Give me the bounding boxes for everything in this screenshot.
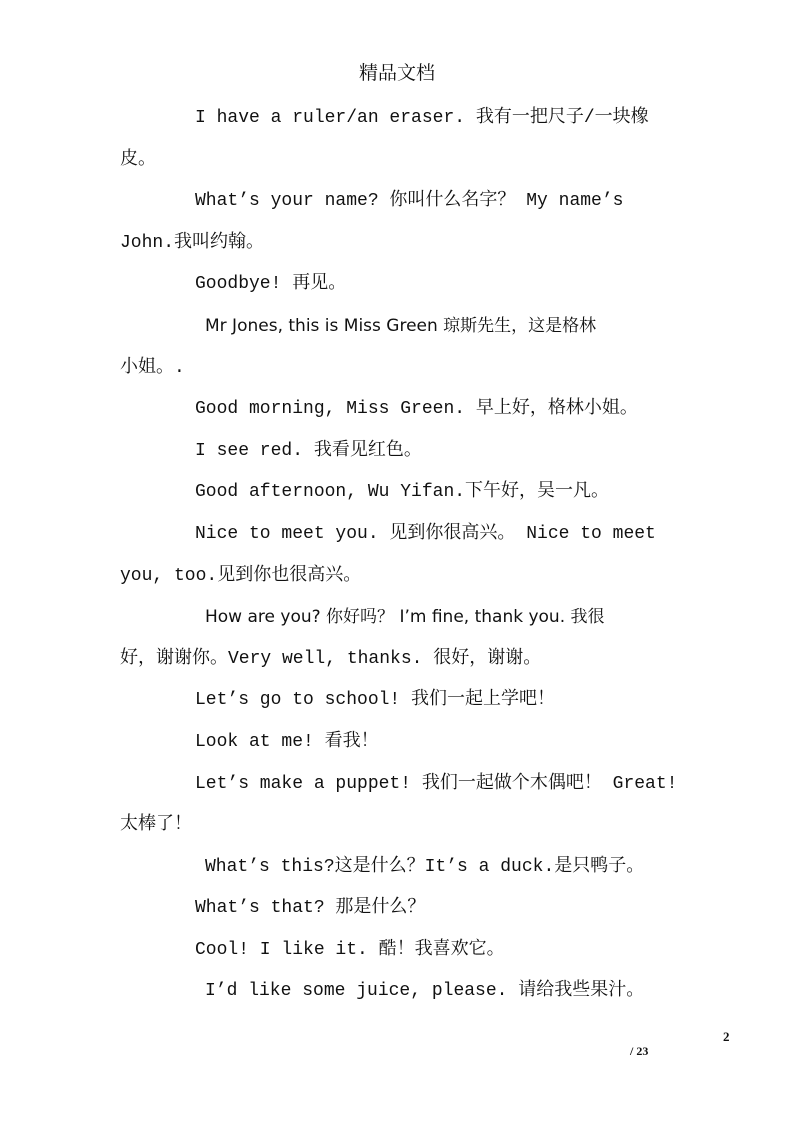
text-line: 好，谢谢你。Very well, thanks. 很好，谢谢。	[120, 648, 542, 669]
text-line: What’s that? 那是什么？	[195, 898, 426, 919]
text-line: What’s your name? 你叫什么名字？ My name’s	[195, 191, 624, 212]
page-number: 2	[723, 1029, 730, 1044]
text-line: Good afternoon, Wu Yifan.下午好，吴一凡。	[195, 482, 610, 503]
text-line: Let’s go to school! 我们一起上学吧！	[195, 690, 556, 711]
text-line: I have a ruler/an eraser. 我有一把尺子/一块橡	[195, 108, 649, 128]
text-line: What’s this?这是什么？It’s a duck.是只鸭子。	[205, 856, 645, 877]
text-line: Let’s make a puppet! 我们一起做个木偶吧！ Great!	[195, 773, 678, 794]
text-line: John.我叫约翰。	[120, 232, 265, 253]
text-line: I’d like some juice, please. 请给我些果汁。	[205, 981, 645, 1002]
document-header-title: 精品文档	[358, 62, 435, 84]
text-line: Good morning, Miss Green. 早上好，格林小姐。	[195, 399, 638, 420]
page-total: / 23	[630, 1044, 649, 1058]
text-line: I see red. 我看见红色。	[195, 440, 422, 461]
text-line: Mr Jones, this is Miss Green 琼斯先生，这是格林	[205, 315, 597, 336]
text-line: Look at me! 看我！	[195, 731, 379, 752]
text-line: Nice to meet you. 见到你很高兴。 Nice to meet	[195, 523, 656, 544]
document-body	[120, 98, 740, 1013]
text-line: How are you? 你好吗？ I’m fine, thank you. 我很	[205, 607, 605, 628]
text-line: 皮。	[120, 149, 156, 170]
text-line: 太棒了！	[120, 815, 192, 836]
text-line: Cool! I like it. 酷！我喜欢它。	[195, 939, 505, 960]
text-line: 小姐。.	[120, 357, 185, 378]
text-line: you, too.见到你也很高兴。	[120, 565, 362, 586]
text-line: Goodbye! 再见。	[195, 274, 347, 295]
